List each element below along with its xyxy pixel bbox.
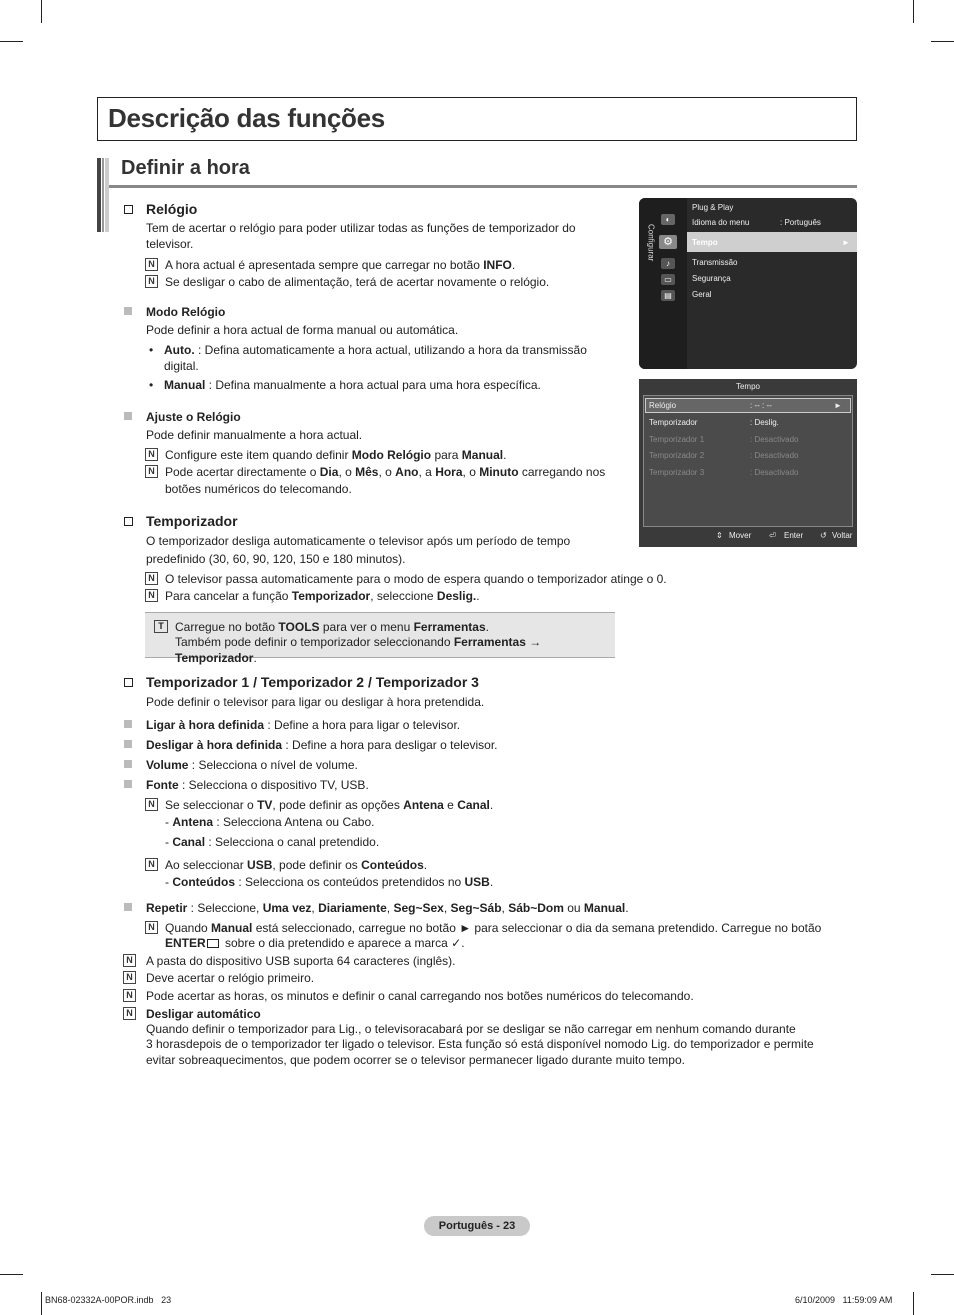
osd-item-plug-play[interactable]: Plug & Play [692, 203, 734, 212]
osd-tempo-arrow: ► [842, 238, 850, 247]
sound-icon: ♪ [661, 258, 675, 269]
relogio-desc: Tem de acertar o relógio para poder utilizar todas as funções de temporizador do televisor. [146, 221, 576, 251]
auto-off-line-2: 3 horasdepois de o temporizador ter ligado o televisor. Esta função só está disponível nomodo Lig. do temporizador e permite [146, 1037, 814, 1051]
osd-row-temporizador-1-value: : Desactivado [750, 435, 799, 444]
section-marker [97, 158, 109, 232]
osd-item-idioma[interactable]: Idioma do menu [692, 218, 750, 227]
osd-item-transmissao[interactable]: Transmissão [692, 258, 738, 267]
osd-item-tempo[interactable]: Tempo [692, 238, 718, 247]
temporizador-note-2: Para cancelar a função Temporizador, seleccione Deslig.. [165, 589, 480, 603]
repetir-note: Quando Manual está seleccionado, carregue no botão ► para seleccionar o dia da semana pretendido. Carregue no botão [165, 921, 822, 935]
osd-row-temporizador-2: Temporizador 2 [649, 451, 705, 460]
settings-gear-icon: ⚙ [659, 235, 677, 249]
square-bullet-icon [124, 780, 132, 788]
crop-mark [41, 0, 42, 23]
square-bullet-icon [124, 720, 132, 728]
page-title: Descrição das funções [108, 103, 385, 133]
crop-mark [931, 1274, 954, 1275]
osd-row-relogio[interactable]: Relógio [649, 401, 677, 410]
tools-icon: T [154, 620, 168, 633]
osd-row-temporizador-3: Temporizador 3 [649, 468, 705, 477]
relogio-note-1: A hora actual é apresentada sempre que carregar no botão INFO. [165, 258, 516, 272]
input-icon: ▤ [661, 290, 675, 301]
modo-manual: Manual : Defina manualmente a hora actual para uma hora específica. [164, 378, 541, 392]
checkbox-bullet-icon [124, 517, 133, 526]
ajuste-heading: Ajuste o Relógio [146, 410, 241, 424]
temporizadores-desc: Pode definir o televisor para ligar ou desligar à hora pretendida. [146, 695, 485, 709]
ajuste-desc: Pode definir manualmente a hora actual. [146, 428, 363, 442]
relogio-heading: Relógio [146, 201, 198, 217]
osd-side-label: Configurar [646, 224, 656, 262]
temporizador-note-1: O televisor passa automaticamente para o modo de espera quando o temporizador atinge o 0. [165, 572, 667, 586]
ajuste-note-1: Configure este item quando definir Modo Relógio para Manual. [165, 448, 507, 462]
temporizador-desc-1: O temporizador desliga automaticamente o televisor após um período de tempo [146, 534, 571, 548]
osd-time-panel [643, 395, 853, 527]
section-rule [109, 185, 857, 188]
horas-note: Pode acertar as horas, os minutos e definir o canal carregando nos botões numéricos do telecomando. [146, 989, 694, 1003]
auto-off-line-1: Quando definir o temporizador para Lig., o televisoracabará por se desligar se não carregar em nenhum comando durante [146, 1022, 796, 1036]
temporizador-desc-2: predefinido (30, 60, 90, 120, 150 e 180 minutos). [146, 552, 406, 566]
crop-mark [913, 0, 914, 23]
acertar-note: Deve acertar o relógio primeiro. [146, 971, 315, 985]
auto-off-line-3: evitar sobreaquecimentos, que podem ocorrer se o televisor permanecer ligado durante muito tempo. [146, 1053, 685, 1067]
fonte-tv-note: Se seleccionar o TV, pode definir as opções Antena e Canal. [165, 798, 494, 812]
auto-off-heading: Desligar automático [146, 1007, 261, 1021]
fonte-item: Fonte : Selecciona o dispositivo TV, USB. [146, 778, 369, 792]
ajuste-note-2: Pode acertar directamente o Dia, o Mês, o Ano, a Hora, o Minuto carregando nos [165, 465, 606, 479]
osd-time-screen [639, 379, 857, 547]
square-bullet-icon [124, 740, 132, 748]
osd-row-temporizador[interactable]: Temporizador [649, 418, 698, 427]
modo-relogio-heading: Modo Relógio [146, 305, 226, 319]
ligar-item: Ligar à hora definida : Define a hora para ligar o televisor. [146, 718, 461, 732]
osd-row-temporizador-3-value: : Desactivado [750, 468, 799, 477]
osd-setup-screen [639, 198, 857, 369]
square-bullet-icon [124, 307, 132, 315]
page-number-badge: Português - 23 [424, 1216, 530, 1236]
fonte-usb-note: Ao seleccionar USB, pode definir os Conteúdos. [165, 858, 428, 872]
section-title: Definir a hora [121, 157, 250, 179]
relogio-note-2: Se desligar o cabo de alimentação, terá de acertar novamente o relógio. [165, 275, 550, 289]
note-icon: N [145, 448, 158, 461]
modo-relogio-desc: Pode definir a hora actual de forma manual ou automática. [146, 323, 459, 337]
osd-row-relogio-value: : -- : -- [750, 401, 772, 410]
temporizadores-heading: Temporizador 1 / Temporizador 2 / Temporizador 3 [146, 674, 479, 690]
desligar-item: Desligar à hora definida : Define a hora para desligar o televisor. [146, 738, 498, 752]
osd-row-arrow: ► [834, 401, 842, 410]
osd-footer-enter: Enter [784, 531, 804, 540]
osd-row-temporizador-value: : Deslig. [750, 418, 779, 427]
footer-timestamp: 6/10/2009 11:59:09 AM [795, 1295, 893, 1305]
square-bullet-icon [124, 903, 132, 911]
note-icon: N [123, 954, 136, 967]
osd-return-icon: ↺ [820, 531, 827, 540]
note-icon: N [145, 275, 158, 288]
conteudos-item: - Conteúdos : Selecciona os conteúdos pretendidos no USB. [165, 875, 494, 889]
note-icon: N [123, 971, 136, 984]
note-icon: N [145, 589, 158, 602]
antena-item: - Antena : Selecciona Antena ou Cabo. [165, 815, 375, 829]
note-icon: N [145, 798, 158, 811]
osd-idioma-value: : Português [780, 218, 821, 227]
note-icon: N [145, 258, 158, 271]
crop-mark [0, 1274, 23, 1275]
modo-auto: Auto. : Defina automaticamente a hora actual, utilizando a hora da transmissão digital. [164, 343, 587, 373]
checkbox-bullet-icon [124, 678, 133, 687]
osd-footer-back: Voltar [832, 531, 853, 540]
osd-item-seguranca[interactable]: Segurança [692, 274, 731, 283]
volume-item: Volume : Selecciona o nível de volume. [146, 758, 358, 772]
picture-icon: ◐ [661, 214, 675, 225]
note-icon: N [145, 465, 158, 478]
bullet-dot: • [149, 343, 154, 357]
repetir-item: Repetir : Seleccione, Uma vez, Diariamente, Seg~Sex, Seg~Sáb, Sáb~Dom ou Manual. [146, 901, 629, 915]
crop-mark [41, 1292, 42, 1315]
osd-item-geral[interactable]: Geral [692, 290, 712, 299]
osd-move-icon: ⇕ [716, 531, 723, 540]
note-icon: N [145, 572, 158, 585]
osd-footer-move: Mover [729, 531, 752, 540]
temporizador-heading: Temporizador [146, 513, 238, 529]
tools-tip-line-1: Carregue no botão TOOLS para ver o menu Ferramentas. [175, 620, 489, 634]
channel-icon: ▭ [661, 274, 675, 285]
usb-64-note: A pasta do dispositivo USB suporta 64 caracteres (inglês). [146, 954, 456, 968]
ajuste-note-2-cont: botões numéricos do telecomando. [165, 482, 352, 496]
note-icon: N [123, 1007, 136, 1020]
osd-time-title: Tempo [735, 382, 760, 391]
osd-enter-icon: ⏎ [769, 531, 776, 540]
tools-tip-box [145, 612, 615, 665]
footer-filename: BN68-02332A-00POR.indb 23 [45, 1295, 172, 1305]
osd-row-temporizador-1: Temporizador 1 [649, 435, 705, 444]
crop-mark [913, 1292, 914, 1315]
bullet-dot: • [149, 378, 154, 392]
square-bullet-icon [124, 412, 132, 420]
repetir-note-cont: ENTER sobre o dia pretendido e aparece a marca ✓. [165, 936, 465, 950]
note-icon: N [145, 858, 158, 871]
canal-item: - Canal : Selecciona o canal pretendido. [165, 835, 380, 849]
crop-mark [931, 41, 954, 42]
osd-row-temporizador-2-value: : Desactivado [750, 451, 799, 460]
enter-icon [207, 939, 219, 948]
note-icon: N [123, 989, 136, 1002]
crop-mark [0, 41, 23, 42]
checkbox-bullet-icon [124, 205, 133, 214]
note-icon: N [145, 921, 158, 934]
page-title-box [97, 97, 857, 141]
tools-tip-line-2: Também pode definir o temporizador seleccionando Ferramentas → Temporizador. [175, 635, 542, 665]
square-bullet-icon [124, 760, 132, 768]
